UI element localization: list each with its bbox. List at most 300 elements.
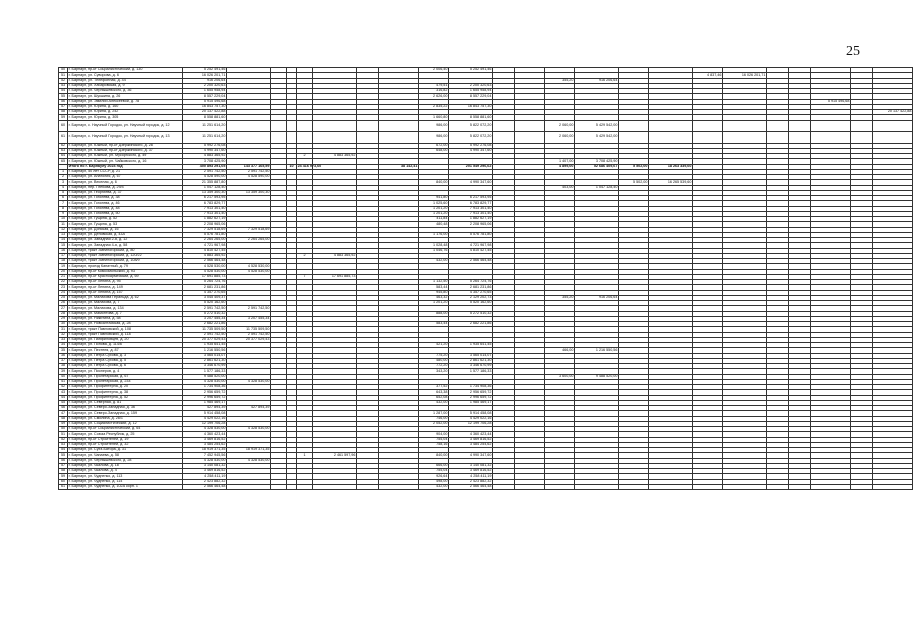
- value-cell: 143 377 165,59: [227, 164, 271, 169]
- address-cell: г. Барнаул, ул. Социалистический, д. 12: [68, 421, 183, 426]
- address-cell: г. Барнаул, тракт Змеиногорский, д. 108/9: [68, 259, 183, 264]
- value-cell: 2 052,00: [419, 421, 449, 426]
- value-cell: [693, 120, 723, 132]
- value-cell: 772,20: [419, 364, 449, 369]
- address-cell: г. Барнаул, ул. Пионеров, д. 4: [68, 369, 183, 374]
- row-number-cell: 43: [59, 390, 68, 395]
- value-cell: 2: [297, 154, 313, 159]
- total-cost-cell: 4 883 365,92: [183, 154, 227, 159]
- row-number-cell: 34: [59, 343, 68, 348]
- value-cell: 2 626,00: [419, 94, 449, 99]
- value-cell: 4 990 347,60: [449, 148, 493, 153]
- value-cell: 7 913 301,40: [449, 206, 493, 211]
- capital-repair-table: [58, 67, 913, 490]
- row-number-cell: 23: [59, 285, 68, 290]
- value-cell: 5 252 491,46: [449, 68, 493, 73]
- page-number: 25: [846, 44, 860, 59]
- row-number-cell: 6: [59, 196, 68, 201]
- value-cell: 1 176,00: [419, 232, 449, 237]
- value-cell: 480,00: [419, 358, 449, 363]
- total-cost-cell: 16 026 201,71: [183, 73, 227, 78]
- row-number-cell: 19: [59, 264, 68, 269]
- row-number-cell: 50: [59, 427, 68, 432]
- address-cell: г. Барнаул, ул. Северо-Западная, д. 36: [68, 406, 183, 411]
- value-cell: [271, 132, 287, 144]
- value-cell: [515, 120, 545, 132]
- capital-repair-table-sheet: [58, 67, 912, 618]
- row-number-cell: 47: [59, 411, 68, 416]
- value-cell: 20 137 422,88: [873, 110, 913, 115]
- value-cell: 316,82: [419, 89, 449, 94]
- row-number-cell: 12: [59, 227, 68, 232]
- value-cell: 377,52: [419, 385, 449, 390]
- value-cell: 5 992 276,08: [449, 143, 493, 148]
- address-cell: г. Барнаул, ул. Пролетарская, д. 67: [68, 374, 183, 379]
- address-cell: г. Барнаул, ул. Южный, ул. Мусоргского, д. 49: [68, 154, 183, 159]
- address-cell: г. Барнаул, пр-кт Ленина, д. 95: [68, 280, 183, 285]
- value-cell: 201 549 296,62: [449, 164, 493, 169]
- value-cell: [811, 120, 851, 132]
- value-cell: 4 357 270,65: [449, 290, 493, 295]
- value-cell: [287, 120, 297, 132]
- address-cell: г. Барнаул, ул. Телефонная, д. 44: [68, 78, 183, 83]
- row-number-cell: 24: [59, 290, 68, 295]
- value-cell: 2 591 742,50: [227, 332, 271, 337]
- total-cost-cell: 1 985 469,17: [183, 400, 227, 405]
- address-cell: г. Барнаул, пр-кт Красноармейский, д. 69: [68, 274, 183, 279]
- value-cell: 583,44: [419, 285, 449, 290]
- value-cell: [789, 132, 811, 144]
- row-number-cell: 10: [59, 217, 68, 222]
- value-cell: [851, 132, 873, 144]
- value-cell: 1 216 550,56: [575, 348, 619, 353]
- value-cell: 2 681 231,86: [449, 285, 493, 290]
- address-cell: г. Барнаул, ул. Петра Сухова, д. 6: [68, 364, 183, 369]
- address-cell: г. Барнаул, пр-кт Комсомольский, д. 93: [68, 269, 183, 274]
- value-cell: 643,38: [419, 390, 449, 395]
- total-cost-cell: 2 682 221,86: [183, 322, 227, 327]
- value-cell: 7: [297, 274, 313, 279]
- row-number-cell: 40: [59, 374, 68, 379]
- value-cell: 2 566 464,48: [449, 259, 493, 264]
- value-cell: 2 861 621,30: [449, 358, 493, 363]
- total-cost-cell: 3 207 455,34: [183, 316, 227, 321]
- total-cost-cell: 3 469 816,52: [183, 469, 227, 474]
- total-cost-cell: 6 783 829,77: [183, 201, 227, 206]
- address-cell: г. Барнаул, тракт Павловский, д. 108: [68, 327, 183, 332]
- value-cell: 1: [297, 453, 313, 458]
- total-cost-cell: 4 528 530,00: [183, 269, 227, 274]
- total-cost-cell: 3 469 816,52: [183, 437, 227, 442]
- value-cell: 1 201,20: [419, 206, 449, 211]
- value-cell: 2 996 659,72: [449, 395, 493, 400]
- value-cell: [271, 484, 287, 489]
- value-cell: 5 502,00: [619, 180, 649, 185]
- value-cell: 5 502,00: [619, 164, 649, 169]
- value-cell: 12 199 706,28: [449, 421, 493, 426]
- value-cell: [723, 120, 767, 132]
- address-cell: г. Барнаул, пр-кт Ленина, д. 149: [68, 285, 183, 290]
- value-cell: 2 264 265,00: [227, 238, 271, 243]
- total-cost-cell: 916 206,64: [183, 78, 227, 83]
- address-cell: г. Барнаул, ул. Малахова, д. 134: [68, 306, 183, 311]
- total-cost-cell: 17 691 885,73: [183, 274, 227, 279]
- address-cell: г. Барнаул, ул. Петра Сухова, д. 3: [68, 353, 183, 358]
- value-cell: 1 201,20: [419, 301, 449, 306]
- address-cell: г. Барнаул, ул. Южный, пр-кт Дзержинского, д. 28: [68, 143, 183, 148]
- address-cell: г. Барнаул, ул. Северная, д. 81: [68, 400, 183, 405]
- total-cost-cell: 4 328 530,00: [183, 379, 227, 384]
- value-cell: 583,44: [419, 322, 449, 327]
- row-number-cell: 46: [59, 406, 68, 411]
- value-cell: [619, 132, 649, 144]
- value-cell: 466,00: [545, 348, 575, 353]
- value-cell: 20 377 029,43: [227, 337, 271, 342]
- total-cost-cell: 427 894,39: [183, 406, 227, 411]
- total-cost-cell: 4 990 347,60: [183, 148, 227, 153]
- row-number-cell: 62: [59, 143, 68, 148]
- row-number-cell: 56: [59, 458, 68, 463]
- total-cost-cell: 7 329 518,69: [183, 227, 227, 232]
- address-cell: г. Барнаул, ул. Пестеля, д. 87: [68, 348, 183, 353]
- value-cell: [227, 120, 271, 132]
- value-cell: 3 565 014,07: [449, 353, 493, 358]
- value-cell: 7 329 518,69: [227, 227, 271, 232]
- row-number-cell: 51: [59, 73, 68, 78]
- value-cell: [619, 484, 649, 489]
- value-cell: 755,04: [419, 469, 449, 474]
- total-cost-cell: 1 655 958,94: [183, 89, 227, 94]
- value-cell: 1 132,50: [419, 280, 449, 285]
- address-cell: г. Барнаул, ул. Мамонтова, д. 7: [68, 311, 183, 316]
- address-cell: г. Барнаул, ул. Суворова, д. 6: [68, 73, 183, 78]
- value-cell: 18 919 371,35: [227, 448, 271, 453]
- address-cell: г. Барнаул, ул. Эмилии Алексеевой, д. 78: [68, 99, 183, 104]
- value-cell: [271, 120, 287, 132]
- address-cell: г. Барнаул, ул. Георгиева, д. 37: [68, 190, 183, 195]
- total-cost-cell: 7 913 301,40: [183, 211, 227, 216]
- total-cost-cell: 1 734 908,36: [183, 385, 227, 390]
- value-cell: [649, 132, 693, 144]
- value-cell: 4 429 022,16: [449, 416, 493, 421]
- table-row: [59, 484, 913, 489]
- value-cell: [287, 484, 297, 489]
- total-cost-cell: 9 488 520,00: [183, 374, 227, 379]
- row-number-cell: 55: [59, 453, 68, 458]
- row-number-cell: 31: [59, 327, 68, 332]
- value-cell: 4 721 967,98: [449, 243, 493, 248]
- address-cell: г. Барнаул, ул. Пролетарская, д. 234: [68, 379, 183, 384]
- value-cell: 5 576 781,80: [449, 232, 493, 237]
- address-cell: г. Барнаул, ул. Анатолия, д. 67: [68, 175, 183, 180]
- address-cell: г. Барнаул, ул. Юрина, д. 160: [68, 104, 183, 109]
- value-cell: [873, 120, 913, 132]
- value-cell: 840,00: [419, 453, 449, 458]
- row-number-cell: 8: [59, 206, 68, 211]
- value-cell: 480,48: [419, 222, 449, 227]
- value-cell: [693, 484, 723, 489]
- total-cost-cell: 11 735 509,50: [183, 327, 227, 332]
- value-cell: 904,00: [419, 432, 449, 437]
- address-cell: г. Барнаул, ул. Чкалова, д. 18: [68, 463, 183, 468]
- row-number-cell: 60: [59, 120, 68, 132]
- row-number-cell: 26: [59, 301, 68, 306]
- address-cell: г. Барнаул, ул. Гущина, д. 53: [68, 222, 183, 227]
- row-number-cell: 61: [59, 132, 68, 144]
- value-cell: 840,00: [419, 180, 449, 185]
- value-cell: [649, 120, 693, 132]
- address-cell: г. Барнаул, ул. Чернышевского, д. 36: [68, 89, 183, 94]
- value-cell: 1 935 641,45: [449, 343, 493, 348]
- row-number-cell: 20: [59, 269, 68, 274]
- row-number-cell: 4: [59, 185, 68, 190]
- row-number-cell: 14: [59, 238, 68, 243]
- value-cell: 6 217 593,95: [449, 196, 493, 201]
- value-cell: [379, 120, 419, 132]
- total-cost-cell: 2 566 464,48: [183, 484, 227, 489]
- value-cell: 5 822 072,20: [449, 132, 493, 144]
- value-cell: 2 423 882,32: [449, 479, 493, 484]
- address-cell: г. Барнаул, ул. Хабаровская, д. 9: [68, 83, 183, 88]
- value-cell: 355,20: [545, 295, 575, 300]
- value-cell: 2 006,40: [419, 68, 449, 73]
- value-cell: [767, 120, 789, 132]
- value-cell: 7 913 301,40: [449, 211, 493, 216]
- total-cost-cell: 4 360 423,44: [183, 432, 227, 437]
- row-number-cell: 3: [59, 180, 68, 185]
- total-cost-cell: 6 217 593,95: [183, 196, 227, 201]
- row-number-cell: 52: [59, 78, 68, 83]
- address-cell: г. Барнаул, ул. Гоголева, д. 50: [68, 211, 183, 216]
- row-number-cell: 11: [59, 222, 68, 227]
- address-cell: г. Барнаул, пр-кт Ленина, д. 157: [68, 290, 183, 295]
- total-cost-cell: 3 140 081,32: [183, 463, 227, 468]
- value-cell: 755,04: [419, 437, 449, 442]
- value-cell: 2 060,00: [545, 132, 575, 144]
- value-cell: [575, 484, 619, 489]
- address-cell: г. Барнаул, пр-кт Социалистический, д. 130: [68, 68, 183, 73]
- row-number-cell: 42: [59, 385, 68, 390]
- value-cell: 1 734 908,36: [449, 385, 493, 390]
- value-cell: [545, 484, 575, 489]
- address-cell: г. Барнаул, ул. Гоголева, д. 48: [68, 206, 183, 211]
- address-cell: г. Барнаул, ул. Никитина, д. 58: [68, 316, 183, 321]
- address-cell: г. Барнаул, с. Научный Городок, ул. Научный городок, д. 12: [68, 120, 183, 132]
- value-cell: 4 528 530,00: [227, 264, 271, 269]
- row-number-cell: 5: [59, 190, 68, 195]
- value-cell: [693, 132, 723, 144]
- total-cost-cell: 18 919 371,35: [183, 448, 227, 453]
- value-cell: [313, 484, 357, 489]
- value-cell: 24 416 973,60: [297, 163, 322, 168]
- value-cell: [767, 132, 789, 144]
- total-cost-cell: 2 996 659,72: [183, 395, 227, 400]
- total-cost-cell: 21 355 887,80: [183, 180, 227, 185]
- address-cell: г. Барнаул, ул. Профинтерна, д. 20: [68, 385, 183, 390]
- value-cell: 916 206,64: [575, 78, 619, 83]
- total-cost-cell: 1 935 641,45: [183, 343, 227, 348]
- address-cell: г. Барнаул, ул. Западная 2-я, д. 12: [68, 238, 183, 243]
- total-cost-cell: 4 429 022,16: [183, 416, 227, 421]
- value-cell: 1 660,80: [419, 115, 449, 120]
- row-number-cell: 22: [59, 280, 68, 285]
- table-body: [59, 68, 913, 490]
- value-cell: [873, 484, 913, 489]
- value-cell: [493, 132, 515, 144]
- row-number-cell: 28: [59, 311, 68, 316]
- total-cost-cell: 12 199 706,28: [183, 421, 227, 426]
- total-cost-cell: 11 251 614,20: [183, 120, 227, 132]
- value-cell: 11 735 509,50: [227, 327, 271, 332]
- row-number-cell: 65: [59, 159, 68, 164]
- total-cost-cell: 5 264 724,76: [183, 280, 227, 285]
- address-cell: Итого по г. Барнаулу 2024 год: [68, 164, 183, 169]
- row-number-cell: 16: [59, 248, 68, 253]
- total-cost-cell: 2 591 742,50: [183, 169, 227, 174]
- value-cell: [379, 484, 419, 489]
- total-cost-cell: 5 272 510,32: [183, 311, 227, 316]
- row-number-cell: 59: [59, 474, 68, 479]
- row-number-cell: 63: [59, 148, 68, 153]
- value-cell: 2 682 221,86: [449, 322, 493, 327]
- row-number-cell: 29: [59, 316, 68, 321]
- value-cell: 498,00: [419, 479, 449, 484]
- address-cell: г. Барнаул, ул. Гущина, д. 52: [68, 217, 183, 222]
- address-cell: г. Барнаул, пр-кт Строителей, д. 19: [68, 437, 183, 442]
- total-cost-cell: 2 200 320,63: [183, 83, 227, 88]
- address-cell: г. Барнаул, ул. Малахова, д. 7: [68, 301, 183, 306]
- value-cell: 2: [297, 253, 313, 258]
- value-cell: 343,20: [419, 369, 449, 374]
- value-cell: [379, 132, 419, 144]
- value-cell: [227, 484, 271, 489]
- value-cell: 355,20: [545, 78, 575, 83]
- value-cell: 1 201,20: [419, 211, 449, 216]
- row-number-cell: 58: [59, 469, 68, 474]
- total-cost-cell: 400 893 291,05: [183, 164, 227, 169]
- address-cell: г. Барнаул, ул. Профинтерна, д. 38: [68, 390, 183, 395]
- value-cell: 421,20: [419, 343, 449, 348]
- value-cell: 5 915 496,68: [811, 99, 851, 104]
- row-number-cell: 2: [59, 175, 68, 180]
- value-cell: 2 835,22: [419, 104, 449, 109]
- value-cell: 5 429 542,00: [575, 132, 619, 144]
- value-cell: [789, 484, 811, 489]
- value-cell: [287, 132, 297, 144]
- value-cell: [851, 120, 873, 132]
- address-cell: г. Барнаул, ул. Панфиловцев, д. 20: [68, 337, 183, 342]
- address-cell: г. Барнаул, ул. Попова, д. 114/6: [68, 343, 183, 348]
- row-number-cell: 57: [59, 104, 68, 109]
- total-cost-cell: 4 528 590,00: [183, 175, 227, 180]
- value-cell: 1 028,48: [419, 243, 449, 248]
- value-cell: 432,00: [419, 400, 449, 405]
- total-cost-cell: 8 557 229,04: [183, 94, 227, 99]
- value-cell: 986,00: [419, 120, 449, 132]
- value-cell: 5 264 724,76: [449, 280, 493, 285]
- total-cost-cell: 20 377 029,43: [183, 337, 227, 342]
- value-cell: 2 200 320,63: [449, 83, 493, 88]
- value-cell: 758,16: [419, 442, 449, 447]
- address-cell: г. Барнаул, пр-кт Социалистический, д. 64: [68, 427, 183, 432]
- total-cost-cell: 5 252 491,46: [183, 68, 227, 73]
- address-cell: г. Барнаул, пер. Глебова, д. 29/4: [68, 185, 183, 190]
- row-number-cell: 7: [59, 201, 68, 206]
- row-number-cell: 18: [59, 259, 68, 264]
- address-cell: г. Барнаул, 50 лет СССР, д. 21: [68, 169, 183, 174]
- value-cell: [493, 120, 515, 132]
- value-cell: 3 600,00: [545, 374, 575, 379]
- row-number-cell: 32: [59, 332, 68, 337]
- address-cell: г. Барнаул, ул. Гоголева, д. 46: [68, 201, 183, 206]
- row-number-cell: 53: [59, 83, 68, 88]
- total-cost-cell: 3 346 670,99: [183, 364, 227, 369]
- value-cell: 4 328 530,00: [227, 379, 271, 384]
- row-number-cell: 13: [59, 232, 68, 237]
- address-cell: г. Барнаул, проезд Канатный, д. 79: [68, 264, 183, 269]
- row-number-cell: 53: [59, 442, 68, 447]
- row-number-cell: 57: [59, 463, 68, 468]
- row-number-cell: 54: [59, 89, 68, 94]
- value-cell: 5 272 510,32: [449, 311, 493, 316]
- address-cell: г. Барнаул, ул. Юрина, д. 242: [68, 110, 183, 115]
- row-number-cell: 41: [59, 379, 68, 384]
- total-cost-cell: 2 681 231,86: [183, 285, 227, 290]
- total-cost-cell: 5 915 496,68: [183, 99, 227, 104]
- value-cell: [649, 484, 693, 489]
- value-cell: 3 140 081,32: [449, 463, 493, 468]
- total-cost-cell: 4 883 365,92: [183, 253, 227, 258]
- row-number-cell: 61: [59, 484, 68, 489]
- address-cell: г. Барнаул, ул. Союза Республик, д. 25: [68, 432, 183, 437]
- value-cell: 432,00: [419, 259, 449, 264]
- value-cell: 5 822 072,20: [449, 120, 493, 132]
- value-cell: 1 407,00: [545, 159, 575, 164]
- value-cell: 17 691 885,73: [313, 274, 357, 279]
- total-cost-cell: 1 882 627,19: [183, 217, 227, 222]
- total-cost-cell: 2 591 742,50: [183, 332, 227, 337]
- value-cell: 986,00: [419, 132, 449, 144]
- total-cost-cell: 4 721 967,98: [183, 243, 227, 248]
- value-cell: 2 060,00: [545, 120, 575, 132]
- total-cost-cell: 4 258 411,19: [183, 474, 227, 479]
- total-cost-cell: 3 565 014,07: [183, 353, 227, 358]
- value-cell: [357, 484, 379, 489]
- value-cell: 8 557 229,04: [449, 94, 493, 99]
- row-number-cell: 38: [59, 364, 68, 369]
- value-cell: 16 026 201,71: [723, 73, 767, 78]
- value-cell: 3 346 670,99: [449, 364, 493, 369]
- row-number-cell: 52: [59, 437, 68, 442]
- address-cell: г. Барнаул, ул. Новоалтайская, д. 28: [68, 322, 183, 327]
- total-cost-cell: 5 520 162,60: [183, 301, 227, 306]
- value-cell: 5 914 458,08: [449, 411, 493, 416]
- value-cell: [851, 484, 873, 489]
- total-cost-cell: 5 914 458,08: [183, 411, 227, 416]
- row-number-cell: 36: [59, 353, 68, 358]
- value-cell: 427 894,39: [227, 406, 271, 411]
- value-cell: 2 956 659,72: [449, 390, 493, 395]
- value-cell: 16 843 757,30: [449, 104, 493, 109]
- value-cell: [723, 132, 767, 144]
- value-cell: 4 528 530,00: [227, 269, 271, 274]
- value-cell: 479,51: [419, 83, 449, 88]
- total-cost-cell: 16 843 757,30: [183, 104, 227, 109]
- value-cell: 4 328 530,00: [227, 458, 271, 463]
- total-cost-cell: 2 566 464,48: [183, 259, 227, 264]
- total-cost-cell: 1 047 128,40: [183, 185, 227, 190]
- value-cell: 4 328 530,00: [227, 427, 271, 432]
